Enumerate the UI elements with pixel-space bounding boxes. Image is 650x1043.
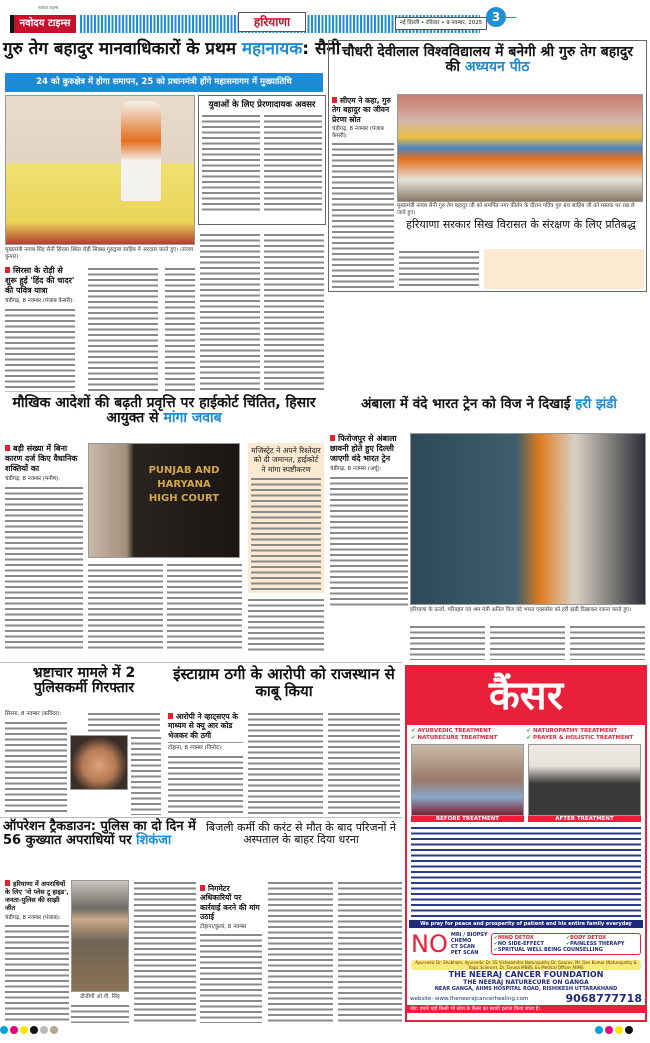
lead-col-3 <box>165 266 195 392</box>
insta-headline[interactable]: इंस्टाग्राम ठगी के आरोपी को राजस्थान से काबू किया <box>173 665 395 700</box>
hc-photo <box>88 443 240 558</box>
devilal-col-1 <box>332 141 394 289</box>
ad-pray: We pray for peace and prosperity of patient and his entire family everyday <box>409 920 643 928</box>
devilal-photo-caption: मुख्यमंत्री नायब सैनी गुरु तेग बहादुर जी को समर्पित नगर कीर्तन के दौरान पवित्र गुरु ग्रंथ साहिब जी को मस्तक पर रख ले जाते हुए। <box>397 203 635 216</box>
ad-check-1: ✔ AYURVEDIC TREATMENT <box>411 728 492 734</box>
hc-col-stack <box>5 444 83 652</box>
lead-col-stack <box>5 266 75 392</box>
hc-box-title: मजिस्ट्रेट ने अपने रिश्तेदार को दी जमानत, हाईकोर्ट ने मांगा स्पष्टीकरण <box>251 446 321 474</box>
lead-box <box>198 95 326 225</box>
corruption-col-stack <box>5 711 67 815</box>
ad-no: NO <box>411 930 448 958</box>
insta-col-stack <box>168 712 243 815</box>
lead-col-1 <box>5 307 75 392</box>
lead-headline[interactable] <box>3 39 341 59</box>
ad-before-photo <box>411 744 524 816</box>
devilal-kicker: सीएम ने कहा, गुरु तेग बहादुर का जीवन प्रेरणा स्रोत <box>332 96 394 124</box>
lead-kicker: सिरसा के रोड़ी से शुरू हुई 'हिंद की चादर' की पवित्र यात्रा <box>5 266 75 295</box>
dot <box>615 1026 623 1034</box>
dot <box>625 1026 633 1034</box>
date-box: नई दिल्ली • रविवार • 9 नवम्बर, 2025 <box>395 17 487 30</box>
vande-col-3 <box>490 624 565 660</box>
ad-after-photo <box>528 744 641 816</box>
ad-note: नोट: हमारे यहाँ किसी भी स्टेज के कैंसर का स्थायी इलाज किया जाता है। <box>407 1005 645 1013</box>
corruption-headline[interactable]: भ्रष्टाचार मामले में 2 पुलिसकर्मी गिरफ्तार <box>32 665 136 697</box>
electric-col-stack <box>200 884 262 1023</box>
page-number-line <box>506 17 516 18</box>
ad-benefit-text: MIND DETOX <box>497 935 534 941</box>
divider-2 <box>0 817 402 818</box>
corruption-col-3 <box>131 735 161 815</box>
handcuff-photo <box>70 735 128 790</box>
insta-col-2 <box>248 711 323 815</box>
vande-headline-text: अंबाला में वंदे भारत ट्रेन को विज ने दिखाई <box>361 396 576 412</box>
ad-checks <box>407 725 645 744</box>
color-dots-right <box>595 1026 633 1034</box>
lead-box-text-2 <box>264 113 322 213</box>
ad-no-item: CT SCAN <box>450 944 475 950</box>
hc-headline-accent: मांगा जवाब <box>163 410 222 427</box>
dgp-photo-caption: डीजीपी ओ.पी. सिंह <box>80 994 120 1000</box>
ad-check-2: ✔ NATUROPATHY TREATMENT <box>526 728 618 734</box>
lead-box-title: युवाओं के लिए प्रेरणादायक अवसर <box>208 100 316 110</box>
dot <box>605 1026 613 1034</box>
insta-col-1 <box>168 754 243 815</box>
hc-box-text <box>251 476 321 590</box>
masthead-small: नवोदय टाइम्स <box>38 5 59 10</box>
vande-photo-caption: हरियाणा के ऊर्जा, परिवहन एवं श्रम मंत्री अनिल विज वंदे भारत एक्सप्रेस को हरी झंडी दिखाकर रवाना करते हुए। <box>410 607 632 613</box>
ad-title: कैंसर <box>407 667 645 725</box>
lead-photo-caption: मुख्यमंत्री नायब सिंह सैनी सिरसा स्थित रोड़ी सिक्ख गुरुद्वारा साहिब में अरदास करते हुए। (संजय कुमार) <box>5 247 194 260</box>
section-tab[interactable]: हरियाणा <box>238 12 306 32</box>
color-registration-marks <box>0 1026 650 1036</box>
ad-check-3: ✔ NATURECURE TREATMENT <box>411 735 498 741</box>
devilal-headline-text: चौधरी देवीलाल विश्वविद्यालय में बनेगी श्री गुरु तेग बहादुर की <box>341 44 634 76</box>
trackdown-headline-text: ऑपरेशन ट्रैकडाउन: पुलिस का दो दिन में 56 कुख्यात अपराधियों पर <box>3 819 196 849</box>
divider <box>0 662 402 663</box>
trackdown-kicker: हरियाणा में अपराधियों के लिए 'नो प्लेस टू हाइड', जनता-पुलिस की साझी जीत <box>5 880 69 913</box>
hc-col-1 <box>5 485 83 652</box>
ad-benefit: ✔PAINLESS THERAPY <box>565 941 625 947</box>
ad-no-item: PET SCAN <box>450 950 479 956</box>
cancer-ad[interactable] <box>405 665 647 1022</box>
masthead <box>0 0 650 36</box>
ad-check-text: AYURVEDIC TREATMENT <box>417 728 492 734</box>
ad-check-text: NATUROPATHY TREATMENT <box>533 728 618 734</box>
ad-phone[interactable]: 9068777718 <box>565 992 642 1005</box>
ad-no-list <box>451 932 488 956</box>
vande-headline-accent: हरी झंडी <box>575 396 617 412</box>
ad-address: NEAR GANGA, AIIMS HOSPITAL ROAD, RISHIKESH UTTARAKHAND <box>434 986 618 992</box>
lead-col-7 <box>264 232 324 392</box>
dgp-photo <box>71 880 129 992</box>
hc-photo-sign: PUNJAB AND HARYANA HIGH COURT <box>148 465 220 504</box>
trackdown-col-2 <box>71 1003 129 1023</box>
hc-col-3 <box>167 562 242 652</box>
ad-check-text: NATURECURE TREATMENT <box>417 735 498 741</box>
electric-col-3 <box>338 880 402 1023</box>
heritage-headline: हरियाणा सरकार सिख विरासत के संरक्षण के लिए प्रतिबद्ध <box>406 218 636 231</box>
vande-col-1 <box>330 475 408 606</box>
devilal-headline-accent: अध्ययन पीठ <box>464 59 530 76</box>
ad-after <box>528 744 641 822</box>
ad-check-text: PRAYER & HOLISTIC TREATMENT <box>533 735 634 741</box>
ad-benefit: ✔SPRITUAL WELL BEING COUNSELLING <box>493 947 603 953</box>
corruption-col-2 <box>88 711 160 733</box>
ad-benefit: ✔BODY DETOX <box>565 935 607 941</box>
ad-foundation: THE NEERAJ CANCER FOUNDATION <box>448 970 604 979</box>
lead-col-6 <box>200 232 260 392</box>
insta-col-3 <box>328 711 400 815</box>
lead-photo <box>5 95 195 245</box>
electric-kicker: निगमेटर अधिकारियों पर कार्रवाई करने की मांग उठाई <box>200 884 262 922</box>
vande-dateline: चंडीगढ़, 8 नवम्बर (अर्चू): <box>330 466 382 472</box>
color-dots-left <box>0 1026 58 1034</box>
dot <box>30 1026 38 1034</box>
ad-benefits <box>491 933 641 955</box>
photo-figure <box>121 101 161 201</box>
trackdown-dateline: चंडीगढ़, 8 नवम्बर (पंजाब): <box>5 914 61 921</box>
dgp-col-stack <box>71 994 129 1023</box>
ad-check-4: ✔ PRAYER & HOLISTIC TREATMENT <box>526 735 634 741</box>
corruption-dateline: सिरसा, 8 नवम्बर (कविंदर): <box>5 711 62 717</box>
ad-benefit-text: NO SIDE-EFFECT <box>497 941 544 947</box>
ad-benefit: ✔NO SIDE-EFFECT <box>493 941 544 947</box>
insta-dateline: टोहाना, 8 नवम्बर (विनोद): <box>168 745 223 752</box>
ad-before-label: BEFORE TREATMENT <box>411 816 524 822</box>
ad-before <box>411 744 524 822</box>
electric-col-2 <box>268 880 333 1023</box>
heritage-highlight <box>484 249 644 289</box>
trackdown-col-3 <box>134 880 196 1023</box>
ad-testimonial <box>411 825 641 917</box>
ad-naturecure: THE NEERAJ NATURECURE ON GANGA <box>463 979 589 986</box>
trackdown-col-1 <box>5 923 69 1023</box>
devilal-photo <box>397 94 643 202</box>
lead-col-2 <box>88 266 158 392</box>
insta-kicker: आरोपी ने व्हाट्सएप के माध्यम से क्यू आर कोड भेजकर की ठगी <box>168 712 243 743</box>
ad-website[interactable]: website: www.theneerajcancerhealing.com <box>410 995 529 1002</box>
corruption-col-1 <box>5 720 67 815</box>
hc-headline[interactable] <box>3 396 325 427</box>
vande-col-stack <box>330 434 408 606</box>
vande-headline[interactable] <box>330 397 648 412</box>
devilal-box <box>328 40 647 292</box>
ad-no-item: MRI / BIOPSY <box>450 932 488 938</box>
vande-kicker: फिरोजपुर से अंबाला छावनी होते हुए दिल्ली जाएगी वंदे भारत ट्रेन <box>330 434 408 464</box>
dot <box>40 1026 48 1034</box>
electric-col-1 <box>200 932 262 1023</box>
ad-photos <box>407 744 645 822</box>
page-number: 3 <box>486 7 506 27</box>
devilal-headline[interactable] <box>329 41 646 80</box>
hc-kicker: बड़ी संख्या में बिना कारण दर्ज किए वैधानिक शक्तियों का <box>5 444 83 474</box>
dot <box>595 1026 603 1034</box>
vande-photo <box>410 433 646 605</box>
ad-doctors: Ayurvedic Dr. Shubham, Ayurvedic Dr. SS Vishwamitra Naturopathy Dr. Gaurav, Mr. Dev Kumar (Naturopathy & Yogic Science), Dr. Taruna MBBS, Ex Medical Officer AIIMS <box>411 960 641 970</box>
dot <box>0 1026 8 1034</box>
devilal-col-2 <box>399 249 479 289</box>
ad-contact <box>407 992 645 1005</box>
ad-benefit-text: BODY DETOX <box>570 935 607 941</box>
vande-col-4 <box>570 624 645 660</box>
dot <box>50 1026 58 1034</box>
trackdown-headline-accent: शिकंजा <box>136 833 172 849</box>
ad-benefit: ✔MIND DETOX <box>493 935 534 941</box>
electric-dateline: टोहाना/कुलां, 8 नवम्बर <box>200 923 247 930</box>
ad-no-row <box>407 928 645 960</box>
hc-dateline: चंडीगढ़, 8 नवम्बर (मनीष): <box>5 476 60 482</box>
lead-headline-tail: : सैनी <box>302 39 341 59</box>
electric-headline[interactable]: बिजली कर्मी की करंट से मौत के बाद परिजनों ने अस्पताल के बाहर दिया धरना <box>205 821 397 847</box>
lead-dateline: चंडीगढ़, 8 नवम्बर (पंजाब केसरी): <box>5 298 75 304</box>
trackdown-headline[interactable] <box>3 820 198 849</box>
devilal-col-stack <box>332 96 394 289</box>
hc-box <box>248 443 324 593</box>
lead-strap: 24 को कुरुक्षेत्र में होगा समापन, 25 को प्रधानमंत्री होंगे महासमागम में मुख्यातिथि <box>5 73 323 92</box>
ad-benefit-text: SPRITUAL WELL BEING COUNSELLING <box>497 947 603 953</box>
ad-no-item: CHEMO <box>450 938 472 944</box>
trackdown-col-stack <box>5 880 69 1023</box>
lead-headline-accent: महानायक <box>241 39 303 59</box>
hc-col-2 <box>88 562 163 652</box>
lead-box-text <box>202 113 260 213</box>
dot <box>20 1026 28 1034</box>
hc-headline-text: मौखिक आदेशों की बढ़ती प्रवृत्ति पर हाईकोर्ट चिंतित, हिसार आयुक्त से <box>12 395 316 427</box>
ad-benefit-text: PAINLESS THERAPY <box>570 941 625 947</box>
hc-col-4 <box>248 597 324 652</box>
ad-after-label: AFTER TREATMENT <box>528 816 641 822</box>
dot <box>10 1026 18 1034</box>
vande-col-2 <box>410 624 485 660</box>
logo[interactable]: नवोदय टाइम्स <box>10 15 76 33</box>
lead-headline-text: गुरु तेग बहादुर मानवाधिकारों के प्रथम <box>3 39 242 59</box>
devilal-dateline: चंडीगढ़, 8 नवम्बर (पंजाब केसरी): <box>332 126 384 139</box>
